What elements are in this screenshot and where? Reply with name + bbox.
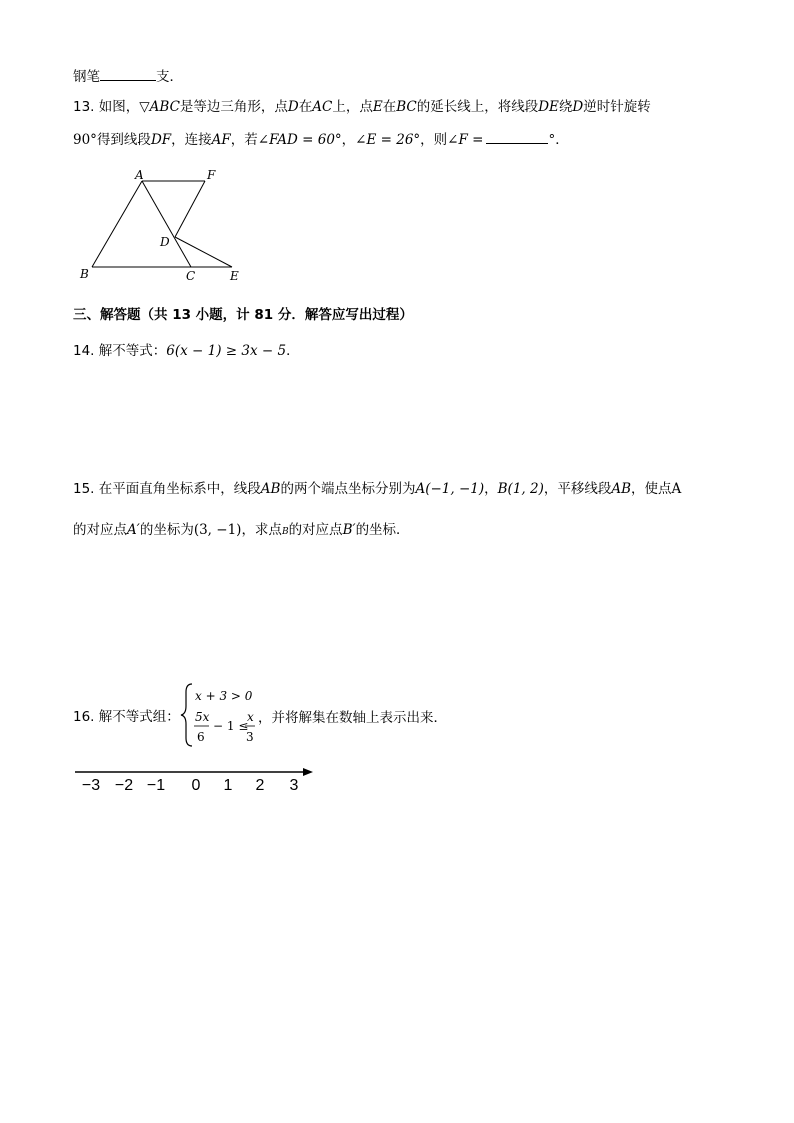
number-line-tick-label: −3 — [81, 777, 101, 794]
q13-text: 在 — [298, 99, 313, 115]
number-line — [75, 768, 313, 794]
section-heading: 三、解答题（共 13 小题，计 81 分．解答应写出过程） — [73, 307, 413, 323]
q13-segment-df: DF — [150, 132, 172, 148]
q13-text: 绕 — [558, 99, 573, 115]
label-d: D — [160, 235, 170, 249]
system-brace — [181, 684, 192, 746]
segment-fd — [175, 181, 205, 237]
segment-ac — [142, 181, 191, 267]
q15-coordinate: (3, −1) — [193, 522, 242, 538]
q15-text: 的对应点 — [288, 522, 343, 538]
q13-segment-de: DE — [538, 99, 559, 115]
q13-text: 的延长线上，将线段 — [416, 99, 539, 115]
segment-ab — [92, 181, 142, 267]
q15-text: ， — [484, 481, 498, 497]
number-line-tick-label: −2 — [114, 777, 134, 794]
q13-text: ， — [341, 132, 356, 148]
q13-point-e: E — [372, 99, 383, 115]
q15-text: ，平移线段 — [543, 481, 612, 497]
answer-blank-pens[interactable] — [100, 66, 156, 81]
q16-tail: ，并将解集在数轴上表示出来． — [258, 710, 447, 726]
q15-point-a-prime: A′ — [127, 522, 140, 538]
q15-text: 在平面直角坐标系中，线段 — [98, 481, 261, 497]
q15-segment-ab: AB — [260, 481, 281, 497]
number-line-tick-label: 3 — [289, 777, 299, 794]
q13-point-d: D — [572, 99, 584, 115]
q15-point-b-prime: B′ — [342, 522, 356, 538]
q13-angle-e: ∠E = 26° — [355, 132, 421, 148]
q16-number: 16. — [73, 709, 95, 725]
q13-text: ，若 — [230, 132, 258, 148]
q13-point-d: D — [287, 99, 299, 115]
q13-segment-bc: BC — [396, 99, 417, 115]
q14-end: ． — [286, 343, 300, 359]
q13-triangle: ▽ABC — [139, 99, 180, 115]
q13-segment-ac: AC — [312, 99, 333, 115]
number-line-tick-label: 0 — [191, 777, 201, 794]
q15-text: 的对应点 — [73, 522, 127, 538]
q13-text: 在 — [382, 99, 397, 115]
q14-inequality: 6(x − 1) ≥ 3x − 5 — [166, 343, 287, 359]
q13-angle-90: 90° — [73, 132, 97, 148]
prev-suffix: 支． — [156, 69, 183, 85]
prev-prefix: 钢笔 — [73, 69, 100, 85]
q13-text: 是等边三角形，点 — [179, 99, 288, 115]
number-line-arrow — [303, 768, 313, 776]
q13-number: 13. — [73, 99, 95, 115]
q13-text: 如图， — [98, 99, 140, 115]
number-line-tick-label: 1 — [223, 777, 233, 794]
fraction-numerator: 5x — [195, 710, 210, 724]
q13-angle-f: ∠F = — [447, 132, 484, 148]
q13-text: ，连接 — [171, 132, 212, 148]
q15-line1 — [73, 479, 681, 499]
q13-text: °． — [548, 132, 569, 148]
q15-text: 的两个端点坐标分别为 — [280, 481, 416, 497]
q13-text: 逆时针旋转 — [583, 99, 651, 115]
q14-text: 解不等式： — [98, 343, 167, 359]
label-c: C — [186, 269, 196, 283]
q15-number: 15. — [73, 481, 95, 497]
q13-text: ，则 — [420, 132, 448, 148]
q15-text: 的坐标． — [355, 522, 410, 538]
q15-text: ，求点 — [241, 522, 282, 538]
label-b: B — [80, 267, 89, 281]
q15-point-b: B(1, 2) — [497, 481, 544, 497]
q13-segment-af: AF — [211, 132, 231, 148]
q15-point-b-label: B — [281, 527, 289, 537]
q13-line2 — [73, 129, 569, 150]
q15-text: ，使点 — [631, 481, 672, 497]
number-line-tick-label: 2 — [255, 777, 265, 794]
q13-text: 上，点 — [332, 99, 373, 115]
right-fraction-denominator: 3 — [246, 730, 254, 744]
q15-segment-ab: AB — [611, 481, 632, 497]
right-fraction-numerator: x — [247, 710, 254, 724]
q13-angle-fad: ∠FAD = 60° — [257, 132, 342, 148]
q15-point-a-label: A — [671, 481, 682, 497]
q16-line — [73, 707, 180, 727]
inequality-1: x + 3 > 0 — [195, 689, 253, 703]
segment-de — [175, 237, 232, 267]
q13-text: 得到线段 — [96, 132, 151, 148]
q15-line2 — [73, 520, 410, 542]
label-a: A — [135, 168, 144, 182]
q15-text: 的坐标为 — [139, 522, 194, 538]
q16-text: 解不等式组： — [98, 709, 180, 725]
prev-question-tail — [73, 66, 183, 87]
fraction-denominator: 6 — [197, 730, 205, 744]
q15-point-a: A(−1, −1) — [415, 481, 485, 497]
label-e: E — [230, 269, 239, 283]
inequality-2-middle: − 1 ≤ — [213, 719, 249, 733]
q13-line1 — [73, 97, 651, 117]
answer-blank-angle-f[interactable] — [486, 129, 548, 144]
number-line-tick-label: −1 — [146, 777, 166, 794]
label-f: F — [207, 168, 216, 182]
q14 — [73, 341, 300, 361]
q14-number: 14. — [73, 343, 95, 359]
